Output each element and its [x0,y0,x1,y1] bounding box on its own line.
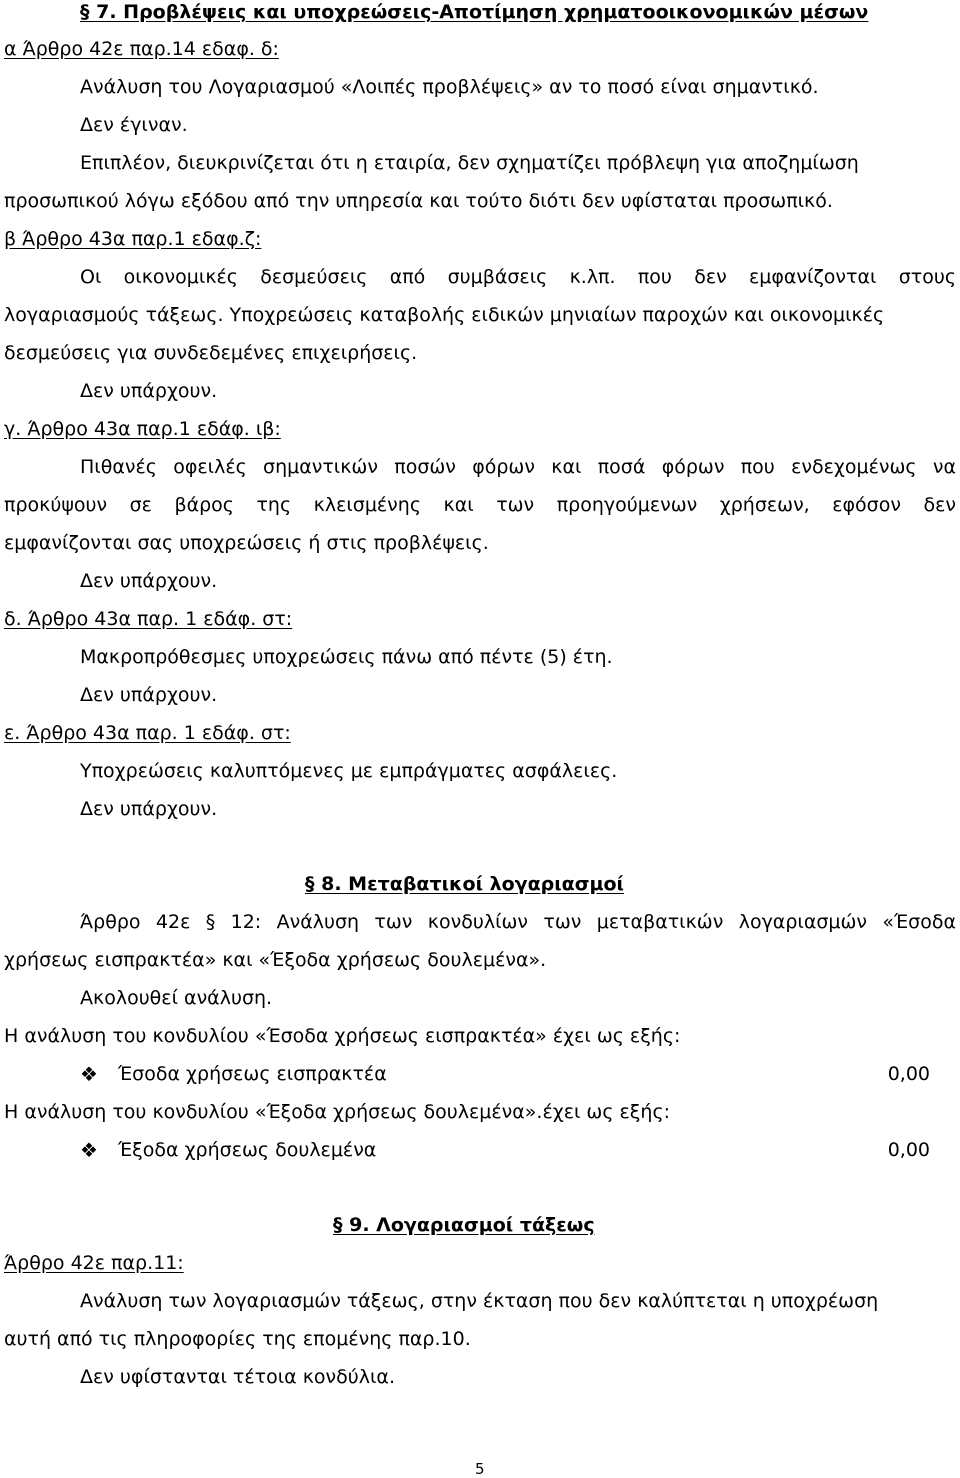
expense-item-value: 0,00 [887,1139,930,1161]
section-7b-text-line-1: Οι οικονομικές δεσμεύσεις από συμβάσεις κ.λπ. που δεν εμφανίζονται στους [80,266,956,288]
expense-analysis-intro: Η ανάλυση του κονδυλίου «Έξοδα χρήσεως δουλεμένα».έχει ως εξής: [4,1101,670,1123]
section-9-text-line-2: αυτή από τις πληροφορίες της επομένης παρ.10. [4,1328,471,1350]
section-7c-text-line-1: Πιθανές οφειλές σημαντικών ποσών φόρων και ποσά φόρων που ενδεχομένως να [80,456,956,478]
section-7a-text: Ανάλυση του Λογαριασμού «Λοιπές προβλέψεις» αν το ποσό είναι σημαντικό. [80,76,819,98]
diamond-bullet-icon: ❖ [80,1062,98,1086]
section-9-answer: Δεν υφίστανται τέτοια κονδύλια. [80,1366,395,1388]
income-item-label: Έσοδα χρήσεως εισπρακτέα [118,1063,387,1085]
section-7a-answer: Δεν έγιναν. [80,114,188,136]
section-8-text-line-1: Άρθρο 42ε § 12: Ανάλυση των κονδυλίων των μεταβατικών λογαριασμών «Έσοδα [80,911,956,933]
section-7a-extra-line-2: προσωπικού λόγω εξόδου από την υπηρεσία και τούτο διότι δεν υφίσταται προσωπικό. [4,190,833,212]
section-9-text-line-1: Ανάλυση των λογαριασμών τάξεως, στην έκταση που δεν καλύπτεται η υποχρέωση [80,1290,879,1312]
section-7e-reference: ε. Άρθρο 43α παρ. 1 εδάφ. στ: [4,722,291,744]
section-7e-answer: Δεν υπάρχουν. [80,798,218,820]
section-8-text-line-2: χρήσεως εισπρακτέα» και «Έξοδα χρήσεως δουλεμένα». [4,949,547,971]
section-8-follows: Ακολουθεί ανάλυση. [80,987,273,1009]
section-8-title: § 8. Μεταβατικοί λογαριασμοί [305,873,624,895]
section-7d-reference: δ. Άρθρο 43α παρ. 1 εδάφ. στ: [4,608,293,630]
section-7d-answer: Δεν υπάρχουν. [80,684,218,706]
section-7c-text-line-3: εμφανίζονται σας υποχρεώσεις ή στις προβλέψεις. [4,532,489,554]
section-7d-text: Μακροπρόθεσμες υποχρεώσεις πάνω από πέντε (5) έτη. [80,646,613,668]
section-7e-text: Υποχρεώσεις καλυπτόμενες με εμπράγματες ασφάλειες. [80,760,618,782]
expense-item-label: Έξοδα χρήσεως δουλεμένα [118,1139,377,1161]
section-7-title: § 7. Προβλέψεις και υποχρεώσεις-Αποτίμηση χρηματοοικονομικών μέσων [80,1,869,23]
income-analysis-intro: Η ανάλυση του κονδυλίου «Έσοδα χρήσεως εισπρακτέα» έχει ως εξής: [4,1025,681,1047]
section-7c-text-line-2: προκύψουν σε βάρος της κλεισμένης και των προηγούμενων χρήσεων, εφόσον δεν [4,494,956,516]
section-7c-reference: γ. Άρθρο 43α παρ.1 εδάφ. ιβ: [4,418,281,440]
section-7c-answer: Δεν υπάρχουν. [80,570,218,592]
section-7a-extra-line-1: Επιπλέον, διευκρινίζεται ότι η εταιρία, δεν σχηματίζει πρόβλεψη για αποζημίωση [80,152,859,174]
section-7b-text-line-3: δεσμεύσεις για συνδεδεμένες επιχειρήσεις. [4,342,418,364]
section-7b-reference: β Άρθρο 43α παρ.1 εδαφ.ζ: [4,228,262,250]
diamond-bullet-icon: ❖ [80,1138,98,1162]
section-7b-answer: Δεν υπάρχουν. [80,380,218,402]
section-9-reference: Άρθρο 42ε παρ.11: [4,1252,184,1274]
section-7a-reference: α Άρθρο 42ε παρ.14 εδαφ. δ: [4,38,279,60]
page-number: 5 [475,1460,485,1478]
section-7b-text-line-2: λογαριασμούς τάξεως. Υποχρεώσεις καταβολής ειδικών μηνιαίων παροχών και οικονομικές [4,304,885,326]
income-item-value: 0,00 [887,1063,930,1085]
section-9-title: § 9. Λογαριασμοί τάξεως [333,1214,595,1236]
